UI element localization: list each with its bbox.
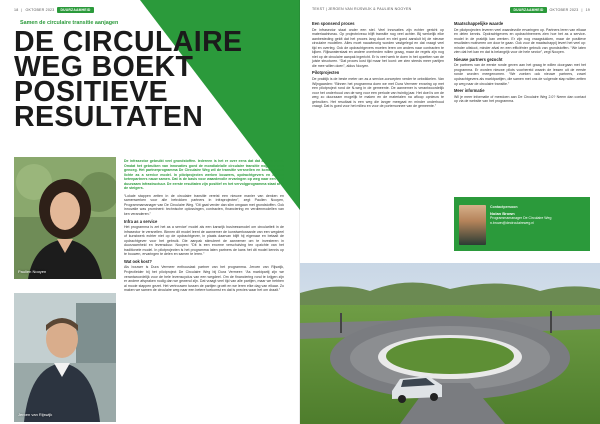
contact-details <box>490 205 586 225</box>
page-number: 19 <box>585 8 590 12</box>
article-paragraph: De pilotprojecten leveren veel waardevolle ervaringen op. Partners leren van elkaar en delen kennis. Opdrachtgevers en opdrachtnemers zien hoe het as a service-model in de praktijk kan werken. Er zijn nog vraagstukken, maar de positieve resultaten motiveren om door te gaan. Ook voor de maatschappij levert het veel op: minder uitstoot, minder afval en een efficiënter gebruik van grondstoffen. “We laten zien dat het kan en dat is belangrijk voor de hele sector”, zegt Nooyen. <box>454 27 586 55</box>
issue-date: OKTOBER 2023 <box>25 8 55 12</box>
photo-caption: Jeroen van Rijswijk <box>18 412 53 417</box>
issue-date: OKTOBER 2023 <box>549 8 579 12</box>
article-body-left <box>124 159 284 296</box>
contact-label: Contactpersoon <box>490 205 518 209</box>
article-paragraph: Het programma is zet het as a service’ model als een kansrijk businessmodel om circulariteit in de infrasector te versnellen. Binnen dit model leent de aannemer de kunstwerkwaarde van een wegdeel of kunstwerk echter niet op de opdrachtgever, in plaats daarvan blijft hij eigenaar en betaalt de opdrachtgever voor het gebruik. Die aanpak stimuleert de aannemer om te investeren in duurzaamheid en levensduur. Nooyen: “Dit is een enorme verschuiving ten opzichte van het traditionele model. In pilotprojecten is het programma laten partners de kans het dit model kennis op te bouwen, ervaringen te delen en samen te leren.” <box>124 225 284 257</box>
headline-line: POSITIEVE <box>14 76 169 108</box>
headline-line: DE CIRCULAIRE <box>14 26 243 58</box>
article-paragraph: De infrasector staat onder een stel. Veel innovaties zijn echter gericht op materiaalniveau. Op projectniveau blijft transitie nog veel achter. Bij werkelijk elke aanbesteding geldt dat het proces lang duurt en niet goed aansluit bij de nieuwe circulaire modellen. Alles moet nauwkeurig worden vastgelegd en dat vraagt veel tijd en overleg. Ook de opdrachtgevers moeten leren om anders naar contracten te kijken. Rijkswaterstaat en andere overheden willen graag, maar de regels zijn nog niet op de circulaire aanpak ingericht. Er is veel werk te doen in het opzetten van de juiste structuren. “Dat proces kost tijd maar het loont: we zien steeds meer partijen die mee willen doen”, aldus Nooyen. <box>312 27 444 68</box>
article-paragraph: Wil je meer informatie of meedoen aan De Circulaire Weg 2.0? Neem dan contact op via de website van het programma. <box>454 94 586 104</box>
headline-line: WEG BOEKT <box>14 51 194 83</box>
article-paragraph: De praktijk is de beste meter om as a service-concepten verder te ontwikkelen. Van Wijngaarden: “Binnen het programma doen we met Dura Vermeer ervaring op met een pilotproject rond de N-weg in de gemeente. De aannemer is verantwoordelijk voor het onderhoud van de weg voor een periode van twintig jaar. Het doel is om de weg zo duurzaam mogelijk te maken en de materialen na afloop opnieuw te gebruiken. Het resultaat is een weg die langer meegaat en minder onderhoud vraagt. Dat is goed voor het milieu en voor de portemonnee van de gemeente.” <box>312 77 444 109</box>
portrait-photo-paulien <box>14 157 116 279</box>
section-heading: Een sponsend proces <box>312 21 355 26</box>
running-head-left: 18 | OKTOBER 2023 DUURZAAMHEID <box>14 7 94 13</box>
section-tag: DUURZAAMHEID <box>57 7 93 13</box>
article-kicker: Samen de circulaire transitie aanjagen <box>20 20 119 26</box>
article-body-right-2 <box>454 19 586 107</box>
portrait-photo-jeroen <box>14 293 116 422</box>
photo-caption: Paulien Nooyen <box>18 269 47 274</box>
contact-avatar <box>459 205 486 245</box>
contact-card <box>454 197 590 251</box>
page-number: 18 <box>14 8 19 12</box>
contact-name: Nolan Brown <box>490 210 515 216</box>
right-page <box>300 0 600 424</box>
portrait-illustration <box>14 293 116 422</box>
article-paragraph: De partners van de eerste ronde geven aan het graag te willen doorgaan met het programma. Er worden nieuwe pilots voorbereid waarin de lessen uit de eerste ronde worden meegenomen. “We zoeken ook nieuwe partners, zowel opdrachtgevers als marktpartijen, die samen met ons de volgende stap willen zetten op weg naar de circulaire transitie.” <box>454 63 586 86</box>
running-head-right-meta: DUURZAAMHEID OKTOBER 2023 | 19 <box>510 7 590 13</box>
running-head-right <box>312 7 411 11</box>
section-heading: Pilotprojecten <box>312 70 340 76</box>
headline-line: RESULTATEN <box>14 101 204 133</box>
section-heading: Infra as a service <box>124 218 158 224</box>
section-heading: Maatschappelijke waarde <box>454 21 504 26</box>
roundabout-photo <box>300 263 600 424</box>
section-heading: Wat ook kost? <box>124 258 152 264</box>
contact-role: Programmamanager De Circulaire Weg <box>490 216 552 221</box>
article-paragraph: “Lokale stappen zetten in de circulaire transitie vereist een nieuwe manier van denken en samenwerken voor alle betrokken partners in infraprojecten”, zegt Paulien Nooyen, Programmamanager van De Circulaire Weg. “Dit gaat verder dan slim omgaan met grondstoffen. Ook innovatie was prominent: technische oplossingen, contracten, financiering en verdienmodellen van ken veranderen.” <box>124 193 284 217</box>
article-headline <box>14 26 286 133</box>
article-body-right-1 <box>312 19 444 112</box>
section-heading: Nieuwe partners gezocht <box>454 56 503 62</box>
article-paragraph: Als bouwer is Dura Vermeer enthousiast partner van het programma. Jeroen van Rijswijk, Projectleider bij het pilotproject De Circulaire Weg bij Dura Vermeer: “As marktpartij zijn we verantwoordelijk voor de hele levenscyclus van een wegdeel. Om de financiering rond te krijgen zijn er andere afspraken nodig dan we gewend zijn. Dat vraagt veel tijd van alle partijen, maar we hebben al mooie stappen gezet. Het vertrouwen tussen de partijen groeit en we leren elke dag van elkaar. Zo maken we samen de circulaire weg naar een betere toekomst en dat is precies waar het om draait.” <box>124 265 284 293</box>
roundabout-illustration <box>300 263 600 424</box>
section-heading: Meer informatie <box>454 88 485 94</box>
portrait-illustration <box>14 157 116 279</box>
section-tag: DUURZAAMHEID <box>510 7 546 13</box>
article-intro: De infrasector gebruikt veel grondstoffen. Iedereen is het er over eens dat dat anders moet. Omdat het gebruiken van innovaties goed de mondiale/alle circulaire transitie nog niet snel genoeg. Het partnerprogramma De Circulaire Weg wil de transitie versnellen en komt van het lichte as a service model. In pilotprojecten werken bouwers, opdrachtgevers en andere ketenpartners nauw samen. Dat is de basis voor waardevolle ervaringen op weg naar een echt duurzaam infrastructuur. De eerste resultaten zijn positief en het vervolgprogramma staat al in de steigers. <box>124 159 284 191</box>
contact-email[interactable]: n.brown@decirculaireweg.nl <box>490 220 535 225</box>
byline: TEKST | JEROEN VAN RIJSWIJK & PAULIEN NOOYEN <box>312 7 412 11</box>
